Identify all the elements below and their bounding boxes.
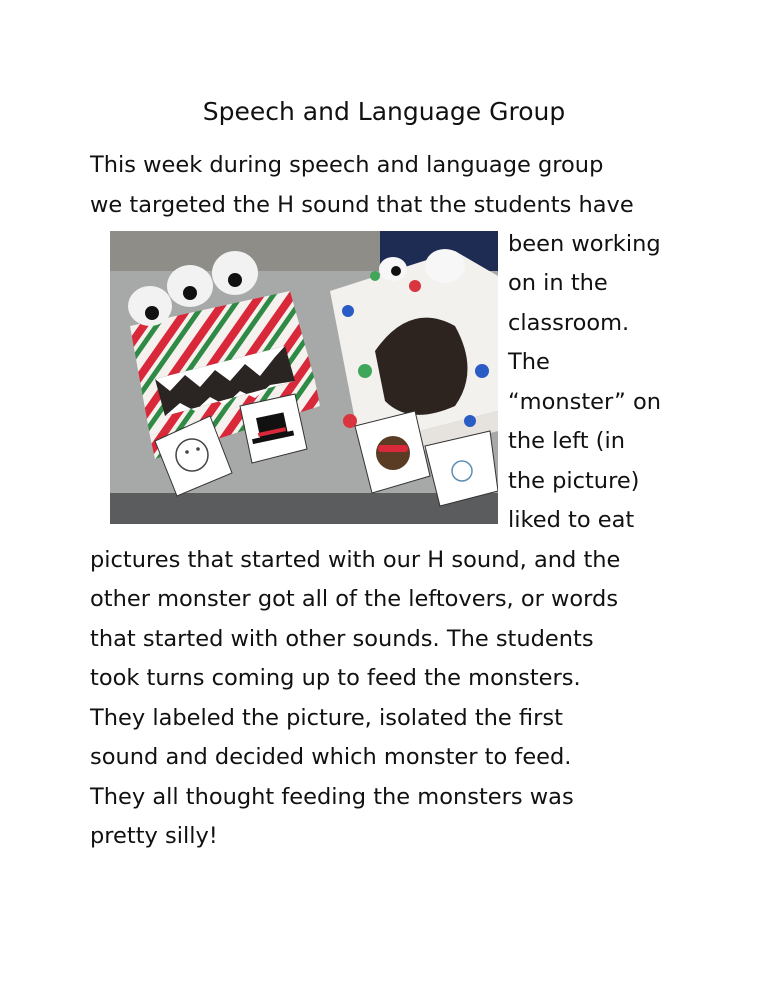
body-line: sound and decided which monster to feed.: [90, 744, 572, 770]
wrapped-line: classroom.: [508, 310, 630, 336]
wrapped-line: the picture): [508, 468, 640, 494]
body-line: They all thought feeding the monsters was: [90, 784, 574, 810]
body-line: we targeted the H sound that the students have: [90, 192, 634, 218]
wrapped-line: on in the: [508, 270, 608, 296]
wrapped-line: the left (in: [508, 428, 625, 454]
photo-illustration: [110, 231, 498, 524]
body-line: other monster got all of the leftovers, or words: [90, 586, 619, 612]
body-line: that started with other sounds. The students: [90, 626, 594, 652]
body-line: pretty silly!: [90, 823, 218, 849]
wrapped-line: been working: [508, 231, 661, 257]
document-title: Speech and Language Group: [202, 97, 566, 126]
wrapped-line: “monster” on: [508, 389, 662, 415]
body-line: pictures that started with our H sound, and the: [90, 547, 621, 573]
wrapped-line: liked to eat: [508, 507, 635, 533]
body-line: took turns coming up to feed the monsters.: [90, 665, 581, 691]
body-line: They labeled the picture, isolated the first: [90, 705, 563, 731]
wrapped-line: The: [508, 349, 550, 375]
body-line: This week during speech and language group: [90, 152, 604, 178]
monster-boxes-photo: [110, 231, 498, 524]
